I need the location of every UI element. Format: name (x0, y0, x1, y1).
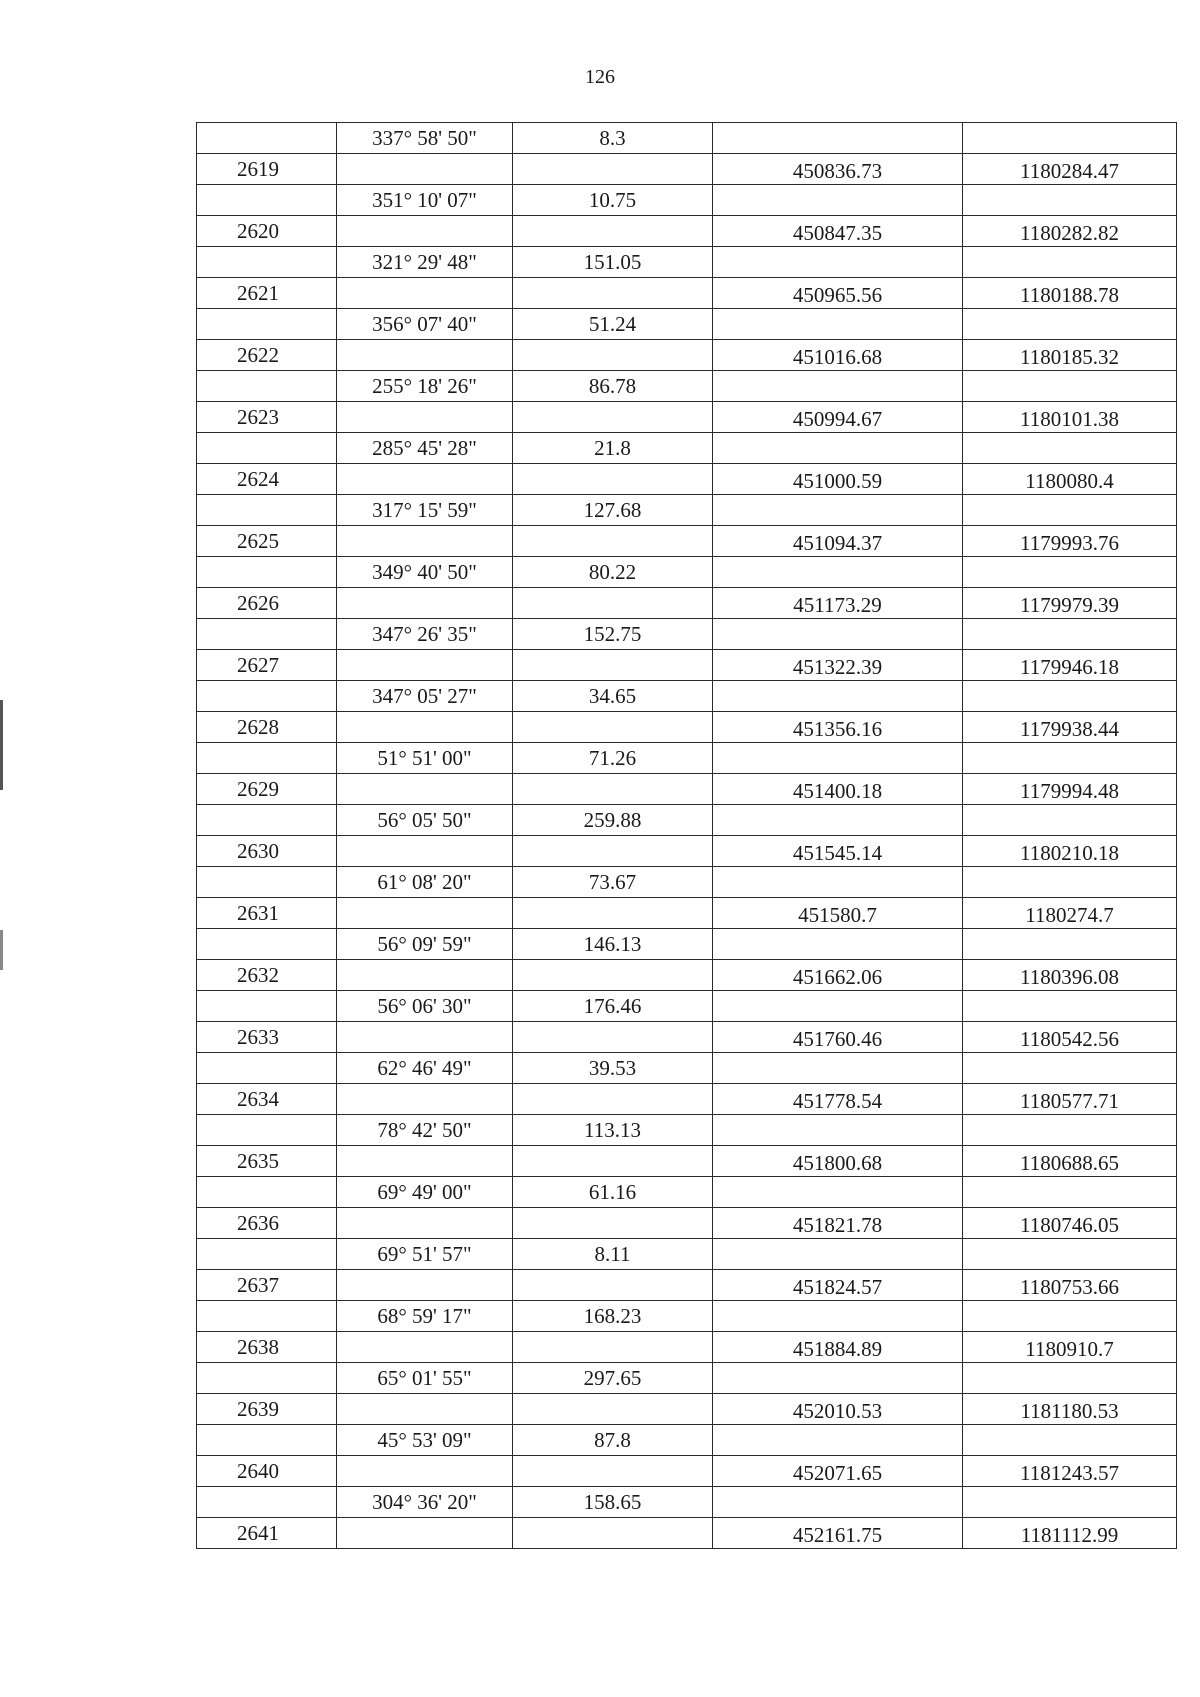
segment-row (197, 371, 1177, 402)
bearing-cell (337, 588, 513, 619)
distance-cell (513, 588, 713, 619)
bearing-cell (337, 898, 513, 929)
point-row (197, 650, 1177, 681)
point-cell (197, 1425, 337, 1456)
bearing-cell: 285° 45' 28" (337, 433, 513, 464)
x-cell (713, 557, 963, 588)
y-cell (963, 1363, 1177, 1394)
point-cell (197, 185, 337, 216)
point-id-cell: 2637 (197, 1270, 337, 1301)
scan-edge-mark (0, 930, 3, 970)
segment-row (197, 1301, 1177, 1332)
y-coordinate-cell: 1180542.56 (963, 1022, 1177, 1053)
point-id-cell: 2635 (197, 1146, 337, 1177)
point-row (197, 216, 1177, 247)
x-coordinate-cell: 451778.54 (713, 1084, 963, 1115)
point-id-cell: 2620 (197, 216, 337, 247)
x-coordinate-cell: 451356.16 (713, 712, 963, 743)
bearing-cell (337, 1394, 513, 1425)
x-coordinate-cell: 452071.65 (713, 1456, 963, 1487)
y-coordinate-cell: 1180396.08 (963, 960, 1177, 991)
point-cell (197, 247, 337, 278)
y-cell (963, 805, 1177, 836)
scan-edge-mark (0, 700, 3, 790)
bearing-cell (337, 526, 513, 557)
x-cell (713, 1487, 963, 1518)
distance-cell: 146.13 (513, 929, 713, 960)
point-row (197, 464, 1177, 495)
y-cell (963, 1177, 1177, 1208)
point-id-cell: 2638 (197, 1332, 337, 1363)
x-coordinate-cell: 450965.56 (713, 278, 963, 309)
point-id-cell: 2624 (197, 464, 337, 495)
point-row (197, 712, 1177, 743)
x-cell (713, 743, 963, 774)
distance-cell: 113.13 (513, 1115, 713, 1146)
x-cell (713, 1363, 963, 1394)
x-cell (713, 371, 963, 402)
point-row (197, 960, 1177, 991)
segment-row (197, 867, 1177, 898)
point-cell (197, 681, 337, 712)
segment-row (197, 247, 1177, 278)
distance-cell (513, 1208, 713, 1239)
distance-cell (513, 898, 713, 929)
point-row (197, 154, 1177, 185)
distance-cell: 21.8 (513, 433, 713, 464)
segment-row (197, 1239, 1177, 1270)
point-id-cell: 2633 (197, 1022, 337, 1053)
distance-cell (513, 1518, 713, 1549)
segment-row (197, 1363, 1177, 1394)
bearing-cell: 56° 09' 59" (337, 929, 513, 960)
x-coordinate-cell: 451016.68 (713, 340, 963, 371)
x-cell (713, 805, 963, 836)
bearing-cell (337, 1270, 513, 1301)
point-row (197, 588, 1177, 619)
point-row (197, 1394, 1177, 1425)
distance-cell: 39.53 (513, 1053, 713, 1084)
point-cell (197, 123, 337, 154)
segment-row (197, 1053, 1177, 1084)
y-coordinate-cell: 1180282.82 (963, 216, 1177, 247)
segment-row (197, 1115, 1177, 1146)
x-cell (713, 1239, 963, 1270)
bearing-cell (337, 1208, 513, 1239)
x-cell (713, 1177, 963, 1208)
y-coordinate-cell: 1180753.66 (963, 1270, 1177, 1301)
point-cell (197, 991, 337, 1022)
distance-cell (513, 1394, 713, 1425)
bearing-cell: 356° 07' 40" (337, 309, 513, 340)
distance-cell (513, 278, 713, 309)
segment-row (197, 495, 1177, 526)
distance-cell: 127.68 (513, 495, 713, 526)
y-cell (963, 1053, 1177, 1084)
bearing-cell: 347° 05' 27" (337, 681, 513, 712)
bearing-cell: 61° 08' 20" (337, 867, 513, 898)
point-cell (197, 1115, 337, 1146)
x-coordinate-cell: 450994.67 (713, 402, 963, 433)
y-cell (963, 185, 1177, 216)
distance-cell (513, 526, 713, 557)
point-id-cell: 2627 (197, 650, 337, 681)
bearing-cell: 51° 51' 00" (337, 743, 513, 774)
point-id-cell: 2631 (197, 898, 337, 929)
y-coordinate-cell: 1180080.4 (963, 464, 1177, 495)
x-cell (713, 867, 963, 898)
segment-row (197, 805, 1177, 836)
point-cell (197, 867, 337, 898)
y-coordinate-cell: 1180101.38 (963, 402, 1177, 433)
y-coordinate-cell: 1180188.78 (963, 278, 1177, 309)
bearing-cell (337, 774, 513, 805)
bearing-cell: 68° 59' 17" (337, 1301, 513, 1332)
distance-cell: 61.16 (513, 1177, 713, 1208)
point-row (197, 340, 1177, 371)
x-cell (713, 681, 963, 712)
bearing-cell: 337° 58' 50" (337, 123, 513, 154)
bearing-cell: 69° 51' 57" (337, 1239, 513, 1270)
bearing-cell (337, 650, 513, 681)
bearing-cell (337, 712, 513, 743)
point-id-cell: 2634 (197, 1084, 337, 1115)
x-cell (713, 1115, 963, 1146)
x-coordinate-cell: 451800.68 (713, 1146, 963, 1177)
segment-row (197, 557, 1177, 588)
point-row (197, 1208, 1177, 1239)
distance-cell: 34.65 (513, 681, 713, 712)
distance-cell (513, 712, 713, 743)
x-coordinate-cell: 451545.14 (713, 836, 963, 867)
point-cell (197, 619, 337, 650)
segment-row (197, 123, 1177, 154)
bearing-cell (337, 1022, 513, 1053)
y-cell (963, 991, 1177, 1022)
distance-cell: 51.24 (513, 309, 713, 340)
distance-cell: 10.75 (513, 185, 713, 216)
point-id-cell: 2619 (197, 154, 337, 185)
y-coordinate-cell: 1179993.76 (963, 526, 1177, 557)
y-coordinate-cell: 1180185.32 (963, 340, 1177, 371)
bearing-cell (337, 960, 513, 991)
x-coordinate-cell: 451821.78 (713, 1208, 963, 1239)
bearing-cell (337, 1084, 513, 1115)
point-row (197, 1146, 1177, 1177)
bearing-cell: 317° 15' 59" (337, 495, 513, 526)
y-cell (963, 867, 1177, 898)
point-cell (197, 557, 337, 588)
distance-cell (513, 650, 713, 681)
segment-row (197, 929, 1177, 960)
point-cell (197, 1239, 337, 1270)
y-coordinate-cell: 1180688.65 (963, 1146, 1177, 1177)
bearing-cell: 69° 49' 00" (337, 1177, 513, 1208)
segment-row (197, 1487, 1177, 1518)
y-coordinate-cell: 1181112.99 (963, 1518, 1177, 1549)
y-coordinate-cell: 1181243.57 (963, 1456, 1177, 1487)
bearing-cell: 65° 01' 55" (337, 1363, 513, 1394)
x-cell (713, 991, 963, 1022)
y-cell (963, 1487, 1177, 1518)
point-id-cell: 2640 (197, 1456, 337, 1487)
point-cell (197, 495, 337, 526)
x-coordinate-cell: 451173.29 (713, 588, 963, 619)
point-id-cell: 2623 (197, 402, 337, 433)
bearing-cell: 56° 06' 30" (337, 991, 513, 1022)
distance-cell: 71.26 (513, 743, 713, 774)
x-coordinate-cell: 451760.46 (713, 1022, 963, 1053)
distance-cell (513, 1146, 713, 1177)
segment-row (197, 619, 1177, 650)
bearing-cell (337, 340, 513, 371)
point-id-cell: 2628 (197, 712, 337, 743)
x-cell (713, 929, 963, 960)
point-row (197, 526, 1177, 557)
point-id-cell: 2626 (197, 588, 337, 619)
distance-cell (513, 340, 713, 371)
point-id-cell: 2625 (197, 526, 337, 557)
point-row (197, 1084, 1177, 1115)
point-id-cell: 2636 (197, 1208, 337, 1239)
x-coordinate-cell: 452010.53 (713, 1394, 963, 1425)
bearing-cell: 321° 29' 48" (337, 247, 513, 278)
page-number: 126 (585, 66, 615, 88)
point-row (197, 1518, 1177, 1549)
x-coordinate-cell: 451884.89 (713, 1332, 963, 1363)
bearing-cell: 78° 42' 50" (337, 1115, 513, 1146)
y-coordinate-cell: 1180284.47 (963, 154, 1177, 185)
x-coordinate-cell: 451580.7 (713, 898, 963, 929)
bearing-cell: 56° 05' 50" (337, 805, 513, 836)
y-coordinate-cell: 1179994.48 (963, 774, 1177, 805)
distance-cell: 8.11 (513, 1239, 713, 1270)
y-cell (963, 309, 1177, 340)
bearing-cell (337, 402, 513, 433)
y-cell (963, 1425, 1177, 1456)
y-cell (963, 681, 1177, 712)
point-id-cell: 2639 (197, 1394, 337, 1425)
x-coordinate-cell: 450836.73 (713, 154, 963, 185)
y-coordinate-cell: 1180210.18 (963, 836, 1177, 867)
point-row (197, 1332, 1177, 1363)
segment-row (197, 991, 1177, 1022)
bearing-cell (337, 1332, 513, 1363)
point-id-cell: 2629 (197, 774, 337, 805)
y-coordinate-cell: 1180577.71 (963, 1084, 1177, 1115)
segment-row (197, 309, 1177, 340)
y-coordinate-cell: 1180274.7 (963, 898, 1177, 929)
y-cell (963, 247, 1177, 278)
bearing-cell: 45° 53' 09" (337, 1425, 513, 1456)
x-cell (713, 1053, 963, 1084)
distance-cell (513, 1270, 713, 1301)
distance-cell: 73.67 (513, 867, 713, 898)
x-coordinate-cell: 451824.57 (713, 1270, 963, 1301)
bearing-cell (337, 278, 513, 309)
coordinate-table (196, 122, 1177, 1549)
point-row (197, 278, 1177, 309)
x-coordinate-cell: 451000.59 (713, 464, 963, 495)
bearing-cell: 351° 10' 07" (337, 185, 513, 216)
point-cell (197, 433, 337, 464)
x-coordinate-cell: 451400.18 (713, 774, 963, 805)
bearing-cell: 304° 36' 20" (337, 1487, 513, 1518)
x-cell (713, 433, 963, 464)
bearing-cell: 255° 18' 26" (337, 371, 513, 402)
segment-row (197, 433, 1177, 464)
bearing-cell: 62° 46' 49" (337, 1053, 513, 1084)
bearing-cell: 349° 40' 50" (337, 557, 513, 588)
y-cell (963, 557, 1177, 588)
x-cell (713, 1301, 963, 1332)
distance-cell (513, 464, 713, 495)
bearing-cell (337, 1456, 513, 1487)
distance-cell: 158.65 (513, 1487, 713, 1518)
distance-cell (513, 402, 713, 433)
point-id-cell: 2641 (197, 1518, 337, 1549)
distance-cell: 152.75 (513, 619, 713, 650)
y-coordinate-cell: 1180746.05 (963, 1208, 1177, 1239)
point-id-cell: 2622 (197, 340, 337, 371)
segment-row (197, 1425, 1177, 1456)
point-id-cell: 2632 (197, 960, 337, 991)
x-coordinate-cell: 451094.37 (713, 526, 963, 557)
x-cell (713, 309, 963, 340)
distance-cell (513, 1332, 713, 1363)
x-cell (713, 185, 963, 216)
distance-cell: 297.65 (513, 1363, 713, 1394)
x-cell (713, 619, 963, 650)
segment-row (197, 681, 1177, 712)
point-cell (197, 1487, 337, 1518)
distance-cell (513, 154, 713, 185)
bearing-cell (337, 464, 513, 495)
y-cell (963, 1115, 1177, 1146)
distance-cell (513, 216, 713, 247)
point-id-cell: 2621 (197, 278, 337, 309)
point-row (197, 1022, 1177, 1053)
point-row (197, 836, 1177, 867)
point-cell (197, 371, 337, 402)
y-coordinate-cell: 1180910.7 (963, 1332, 1177, 1363)
x-cell (713, 247, 963, 278)
bearing-cell (337, 1146, 513, 1177)
bearing-cell: 347° 26' 35" (337, 619, 513, 650)
distance-cell (513, 1022, 713, 1053)
x-coordinate-cell: 451322.39 (713, 650, 963, 681)
bearing-cell (337, 216, 513, 247)
y-cell (963, 929, 1177, 960)
distance-cell: 8.3 (513, 123, 713, 154)
y-cell (963, 743, 1177, 774)
segment-row (197, 1177, 1177, 1208)
point-cell (197, 309, 337, 340)
distance-cell (513, 960, 713, 991)
y-coordinate-cell: 1181180.53 (963, 1394, 1177, 1425)
point-row (197, 1270, 1177, 1301)
segment-row (197, 185, 1177, 216)
y-coordinate-cell: 1179946.18 (963, 650, 1177, 681)
distance-cell: 86.78 (513, 371, 713, 402)
point-cell (197, 743, 337, 774)
point-row (197, 1456, 1177, 1487)
distance-cell: 80.22 (513, 557, 713, 588)
bearing-cell (337, 836, 513, 867)
distance-cell: 259.88 (513, 805, 713, 836)
point-cell (197, 929, 337, 960)
x-cell (713, 123, 963, 154)
distance-cell: 151.05 (513, 247, 713, 278)
x-cell (713, 495, 963, 526)
point-id-cell: 2630 (197, 836, 337, 867)
y-cell (963, 371, 1177, 402)
x-coordinate-cell: 450847.35 (713, 216, 963, 247)
distance-cell (513, 1084, 713, 1115)
y-coordinate-cell: 1179979.39 (963, 588, 1177, 619)
point-cell (197, 1177, 337, 1208)
y-cell (963, 433, 1177, 464)
distance-cell (513, 836, 713, 867)
segment-row (197, 743, 1177, 774)
point-row (197, 898, 1177, 929)
point-cell (197, 1363, 337, 1394)
distance-cell: 87.8 (513, 1425, 713, 1456)
y-cell (963, 495, 1177, 526)
distance-cell: 176.46 (513, 991, 713, 1022)
x-coordinate-cell: 451662.06 (713, 960, 963, 991)
point-row (197, 774, 1177, 805)
x-coordinate-cell: 452161.75 (713, 1518, 963, 1549)
point-cell (197, 1053, 337, 1084)
bearing-cell (337, 154, 513, 185)
y-cell (963, 1239, 1177, 1270)
bearing-cell (337, 1518, 513, 1549)
coordinate-table-body (197, 123, 1177, 1549)
y-cell (963, 123, 1177, 154)
y-coordinate-cell: 1179938.44 (963, 712, 1177, 743)
y-cell (963, 1301, 1177, 1332)
distance-cell (513, 774, 713, 805)
point-row (197, 402, 1177, 433)
point-cell (197, 805, 337, 836)
distance-cell: 168.23 (513, 1301, 713, 1332)
point-cell (197, 1301, 337, 1332)
distance-cell (513, 1456, 713, 1487)
y-cell (963, 619, 1177, 650)
x-cell (713, 1425, 963, 1456)
